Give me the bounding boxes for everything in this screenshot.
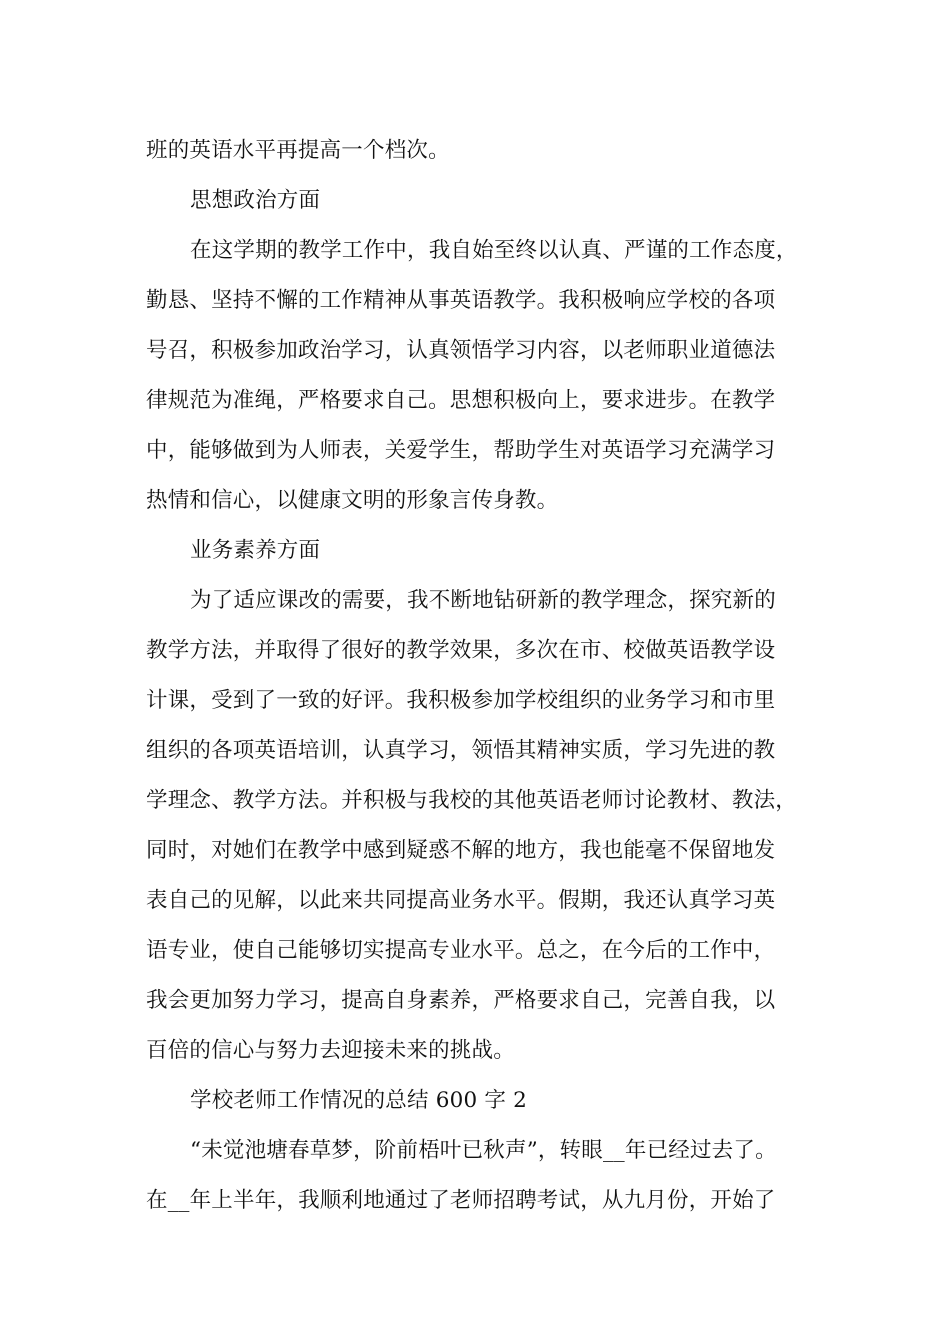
text-line: 勤恳、坚持不懈的工作精神从事英语教学。我积极响应学校的各项	[146, 288, 776, 313]
text-line: 语专业，使自己能够切实提高专业水平。总之，在今后的工作中，	[146, 938, 776, 963]
text-line: 热情和信心，以健康文明的形象言传身教。	[146, 488, 559, 513]
text-line: 计课，受到了一致的好评。我积极参加学校组织的业务学习和市里	[146, 688, 776, 713]
text-line: 组织的各项英语培训，认真学习，领悟其精神实质，学习先进的教	[146, 738, 776, 763]
text-line: 中，能够做到为人师表，关爱学生，帮助学生对英语学习充满学习	[146, 438, 776, 463]
text-line: 律规范为准绳，严格要求自己。思想积极向上，要求进步。在教学	[146, 388, 776, 413]
text-line: 同时，对她们在教学中感到疑惑不解的地方，我也能毫不保留地发	[146, 838, 776, 863]
text-line: 表自己的见解，以此来共同提高业务水平。假期，我还认真学习英	[146, 888, 776, 913]
text-line: “未觉池塘春草梦，阶前梧叶已秋声”，转眼__年已经过去了。	[190, 1138, 777, 1163]
text-line: 在这学期的教学工作中，我自始至终以认真、严谨的工作态度，	[190, 238, 798, 263]
section-heading-professional: 业务素养方面	[190, 538, 321, 563]
text-line: 学理念、教学方法。并积极与我校的其他英语老师讨论教材、教法，	[146, 788, 798, 813]
text-line: 我会更加努力学习，提高自身素养，严格要求自己，完善自我，以	[146, 988, 776, 1013]
section-heading-summary-2: 学校老师工作情况的总结 600 字 2	[190, 1088, 528, 1113]
text-line: 在__年上半年，我顺利地通过了老师招聘考试，从九月份，开始了	[146, 1188, 776, 1213]
text-line: 为了适应课改的需要，我不断地钻研新的教学理念，探究新的	[190, 588, 776, 613]
text-line: 百倍的信心与努力去迎接未来的挑战。	[146, 1038, 515, 1063]
text-line: 班的英语水平再提高一个档次。	[146, 138, 450, 163]
section-heading-politics: 思想政治方面	[190, 188, 321, 213]
text-line: 号召，积极参加政治学习，认真领悟学习内容，以老师职业道德法	[146, 338, 776, 363]
text-line: 教学方法，并取得了很好的教学效果，多次在市、校做英语教学设	[146, 638, 776, 663]
